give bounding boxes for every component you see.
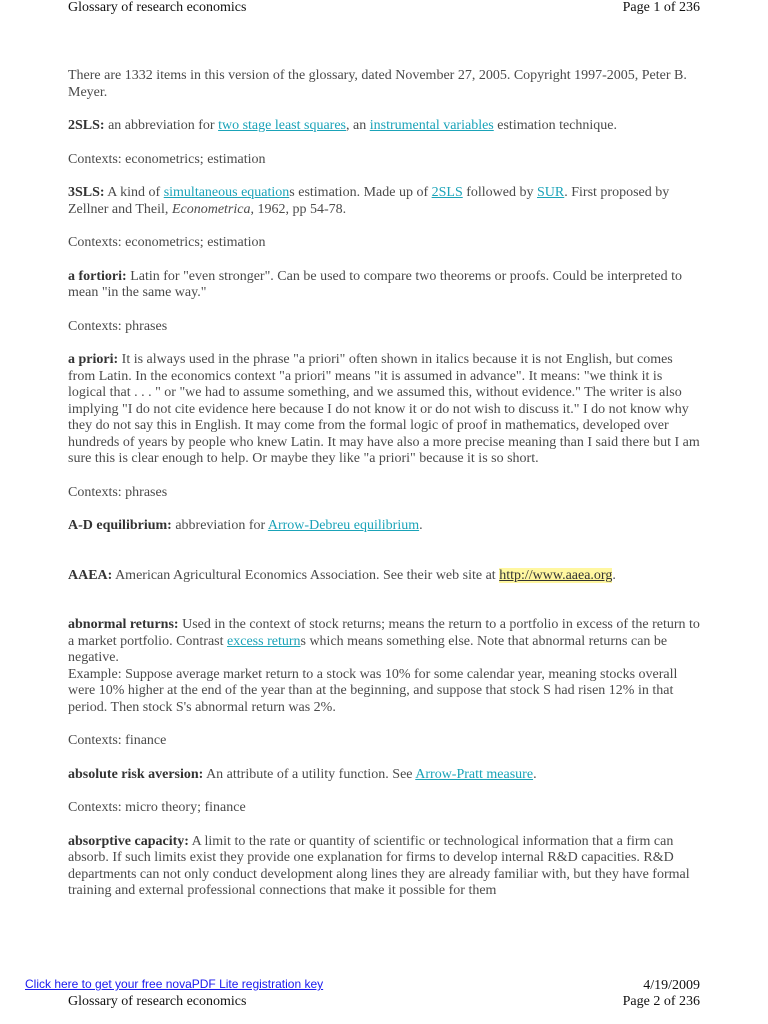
entry-text: . [419, 518, 423, 533]
entry-text: followed by [462, 185, 537, 200]
term-a-d-equilibrium: A-D equilibrium: [68, 518, 172, 533]
entry-3sls [68, 185, 700, 218]
entry-text: Latin for "even stronger". Can be used to compare two theorems or proofs. Could be interpreted to mean "in the same way." [68, 268, 683, 300]
glossary-content [68, 68, 700, 917]
link-sur[interactable]: SUR [537, 185, 565, 200]
entry-text: It is always used in the phrase "a priori" often shown in italics because it is not English, but comes from Latin. In the economics context "a priori" means "it is assumed in advance". It means: "we think it is logical that . . . " or "we had to assume something, and we assumed this, without evidence." The writer is also implying "I do not cite evidence here because I do not know it or do not wish to discuss it." I do not know why they do not say this in English. It may come from the formal logic of proof in mathematics, developed over hundreds of years by people who knew Latin. It may have also a more precise meaning than I said there but I am sure this is clear enough to help. Or maybe they like "a priori" because it is so short. [68, 352, 700, 466]
header-page-number: Page 1 of 236 [622, 0, 700, 15]
next-page-title: Glossary of research economics [68, 994, 247, 1009]
entry-text: s estimation. Made up of [289, 185, 432, 200]
footer-date: 4/19/2009 [643, 978, 700, 993]
novapdf-registration-link[interactable]: Click here to get your free novaPDF Lite registration key [25, 977, 324, 991]
link-arrow-pratt-measure[interactable]: Arrow-Pratt measure [415, 766, 534, 782]
entry-text: American Agricultural Economics Association. See their web site at [112, 567, 500, 583]
contexts-a-priori: Contexts: phrases [68, 484, 168, 500]
next-page-header [68, 994, 700, 1012]
link-two-stage-least-squares[interactable]: two stage least squares [218, 118, 347, 133]
entry-a-d-equilibrium [68, 518, 700, 535]
term-absolute-risk-aversion: absolute risk aversion: [68, 766, 204, 782]
link-aaea-website[interactable]: http://www.aaea.org [499, 567, 613, 583]
entry-text: s which means something else. Note that abnormal returns can be negative. [68, 633, 668, 665]
link-excess-return[interactable]: excess return [227, 633, 301, 649]
entry-text: abbreviation for [171, 518, 268, 533]
header-title: Glossary of research economics [68, 0, 247, 15]
next-page-number: Page 2 of 236 [622, 994, 700, 1009]
entry-absorptive-capacity [68, 834, 700, 900]
entry-text: . First proposed by Zellner and Theil, [68, 185, 670, 217]
entry-absolute-risk-aversion [68, 767, 700, 784]
contexts-2sls: Contexts: econometrics; estimation [68, 151, 266, 167]
entry-text: estimation technique. [493, 118, 618, 133]
link-instrumental-variables[interactable]: instrumental variables [369, 118, 494, 133]
entry-text: An attribute of a utility function. See [203, 766, 416, 782]
entry-text: . [533, 766, 537, 782]
link-2sls[interactable]: 2SLS [431, 185, 463, 200]
contexts-a-fortiori: Contexts: phrases [68, 318, 168, 334]
term-absorptive-capacity: absorptive capacity: [68, 833, 189, 849]
term-a-priori: a priori: [68, 352, 119, 367]
link-simultaneous-equation[interactable]: simultaneous equation [163, 185, 290, 200]
term-2sls: 2SLS: [68, 118, 105, 133]
term-aaea: AAEA: [68, 567, 113, 583]
page-header [68, 0, 700, 18]
entry-text: an abbreviation for [104, 118, 219, 133]
entry-text: A limit to the rate or quantity of scientific or technological information that a firm can absorb. If such limits exist they provide one explanation for firms to develop internal R&D capacities. R&D departments can not only conduct development along lines they are already familiar with, but they have formal training and external professional connections that make it possible for them [68, 833, 690, 898]
entry-text: . [612, 567, 616, 583]
entry-2sls [68, 118, 700, 135]
entry-text: , an [346, 118, 370, 133]
entry-text: , 1962, pp 54-78. [250, 201, 347, 217]
contexts-abnormal-returns: Contexts: finance [68, 733, 167, 748]
entry-text: Used in the context of stock returns; means the return to a portfolio in excess of the return to a market portfolio. Contrast [68, 617, 700, 649]
contexts-3sls: Contexts: econometrics; estimation [68, 235, 266, 250]
term-3sls: 3SLS: [68, 185, 105, 200]
example-abnormal-returns: Example: Suppose average market return to a stock was 10% for some calendar year, meaning stocks overall were 10% higher at the end of the year than at the beginning, and suppose that stock S had risen 12% in that period. Then stock S's abnormal return was 2%. [68, 666, 678, 715]
term-abnormal-returns: abnormal returns: [68, 617, 179, 632]
entry-aaea [68, 568, 700, 585]
intro-paragraph: There are 1332 items in this version of the glossary, dated November 27, 2005. Copyright 1997-2005, Peter B. Meyer. [68, 68, 687, 100]
journal-name: Econometrica [171, 201, 251, 217]
contexts-absolute-risk-aversion: Contexts: micro theory; finance [68, 800, 246, 815]
entry-abnormal-returns [68, 617, 700, 667]
term-a-fortiori: a fortiori: [68, 268, 127, 284]
link-arrow-debreu-equilibrium[interactable]: Arrow-Debreu equilibrium [267, 518, 420, 533]
entry-a-fortiori [68, 269, 700, 302]
entry-text: A kind of [104, 185, 164, 200]
entry-a-priori [68, 352, 700, 468]
